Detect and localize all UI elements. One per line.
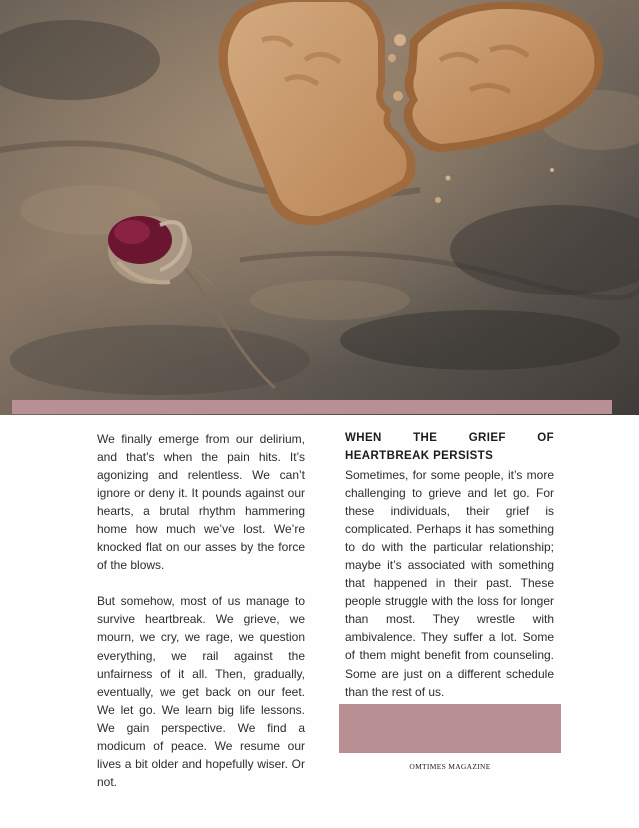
left-paragraph-2: But somehow, most of us manage to survive heartbreak. We grieve, we mourn, we cry, we rage, we question everything, we rail against the unfairness of it all. Then, gradually, eventually, we get back on our feet. We let go. We learn big life lessons. We gain perspective. We find a modicum of peace. We resume our lives a bit older and hopefully wiser. Or not.: [97, 594, 305, 789]
accent-block: [339, 704, 561, 753]
section-heading: WHEN THE GRIEF OF HEARTBREAK PERSISTS: [345, 432, 554, 462]
left-paragraph-1: We finally emerge from our delirium, and that’s when the pain hits. It’s agonizing and relentless. We can’t ignore or deny it. It pounds against our hearts, a brutal rhythm hammering home how much we’ve lost. We’re knocked flat on our asses by the force of the blows.: [97, 432, 305, 573]
right-paragraph: Sometimes, for some people, it’s more challenging to grieve and let go. For these individuals, their grief is complicated. Perhaps it has something to do with the particular relationship; maybe it’s associated with something that happened in their past. These people struggle with the loss for longer than most. They wrestle with ambivalence. They suffer a lot. Some of them might benefit from counseling. Some are just on a different schedule than the rest of us.: [345, 468, 554, 699]
magazine-credit: OMTIMES MAGAZINE: [409, 762, 491, 771]
right-column: [345, 430, 554, 701]
hero-accent-band: [12, 400, 612, 414]
left-column: [97, 430, 305, 791]
